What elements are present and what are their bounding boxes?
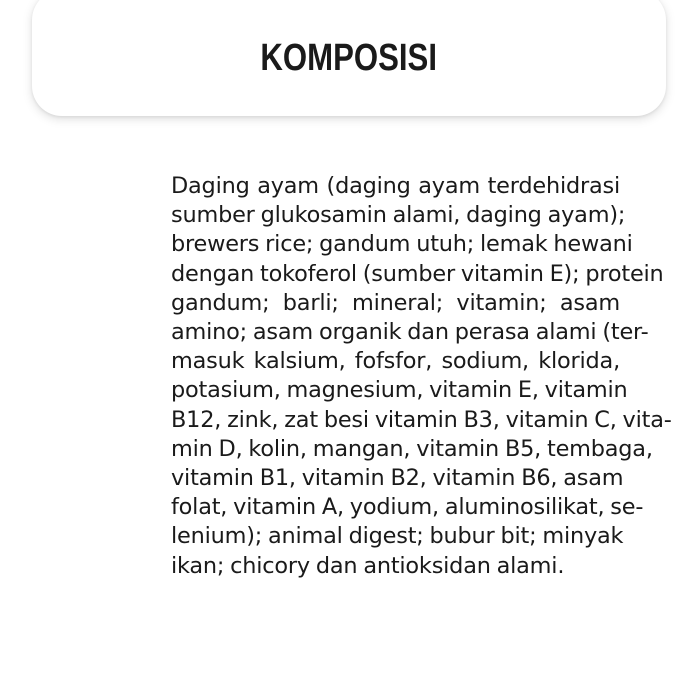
composition-line: ikan; chicory dan antioksidan alami. [171, 552, 565, 579]
composition-line: sumber glukosamin alami, daging ayam); [171, 202, 626, 229]
composition-line: vitamin B1, vitamin B2, vitamin B6, asam [171, 465, 624, 492]
composition-line: folat, vitamin A, yodium, aluminosilikat, se- [171, 494, 644, 521]
composition-line: min D, kolin, mangan, vitamin B5, tembaga, [171, 435, 653, 462]
header-card [32, 0, 666, 116]
composition-line: Daging ayam (daging ayam terdehidrasi [171, 173, 620, 199]
composition-line: brewers rice; gandum utuh; lemak hewani [171, 231, 633, 258]
composition-line: lenium); animal digest; bubur bit; minyak [171, 523, 624, 550]
composition-line: amino; asam organik dan perasa alami (ter- [171, 319, 649, 346]
composition-text [171, 172, 672, 581]
composition-line: masuk kalsium, fofsfor, sodium, klorida, [171, 348, 620, 375]
composition-line: gandum; barli; mineral; vitamin; asam [171, 289, 620, 316]
composition-line: B12, zink, zat besi vitamin B3, vitamin C, vita- [171, 406, 672, 433]
page-title: KOMPOSISI [260, 36, 438, 79]
composition-line: potasium, magnesium, vitamin E, vitamin [171, 377, 628, 404]
composition-line: dengan tokoferol (sumber vitamin E); protein [171, 260, 664, 287]
